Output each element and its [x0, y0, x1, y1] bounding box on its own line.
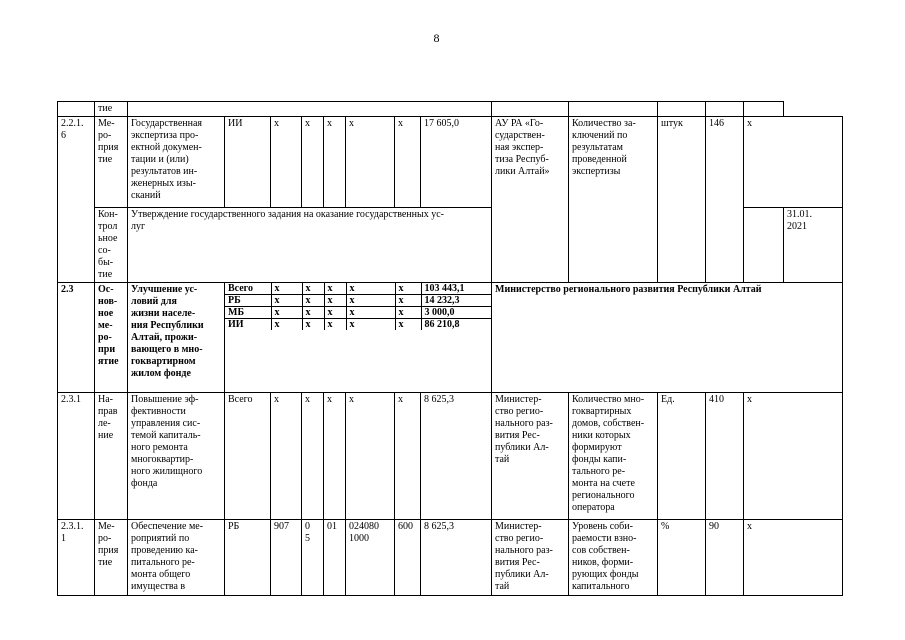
col-cell: x	[324, 117, 346, 208]
extra-cell: x	[744, 520, 843, 596]
amount-cell: 86 210,8	[424, 319, 460, 330]
extra-cell: x	[744, 393, 843, 520]
col-cell: 024080 1000	[346, 520, 395, 596]
col-cell: x	[324, 319, 346, 331]
col-cell: x	[346, 117, 395, 208]
col-cell: x	[302, 307, 324, 319]
value-cell: 146	[706, 117, 744, 283]
col-cell: x	[346, 295, 395, 307]
funding-subtable	[225, 283, 492, 330]
col-cell: x	[395, 117, 421, 208]
empty-cell	[784, 102, 843, 117]
indicator-cell: Количество за- ключений по результатам проведенной экспертизы	[569, 117, 658, 283]
amount-cell: 8 625,3	[421, 393, 492, 520]
source-cell: Всего	[225, 393, 271, 520]
unit-cell: %	[658, 520, 706, 596]
col-cell: x	[324, 307, 346, 319]
amount-cell: 17 605,0	[421, 117, 492, 208]
table-row	[58, 117, 843, 208]
page-number: 8	[433, 31, 440, 45]
col-cell: x	[271, 393, 302, 520]
date-cell: 31.01. 2021	[784, 208, 843, 283]
value-cell: 90	[706, 520, 744, 596]
col-cell: x	[324, 393, 346, 520]
col-cell: x	[395, 319, 421, 331]
name-cell	[128, 102, 492, 117]
name-cell: Улучшение ус- ловий для жизни населе- ния Республики Алтай, прожи- вающего в мно- гоквартирном жилом фонде	[128, 283, 225, 393]
col-cell: x	[302, 295, 324, 307]
col-cell: x	[271, 307, 302, 319]
indicator-cell	[569, 102, 658, 117]
funding-subtable-cell	[225, 283, 492, 393]
indicator-cell: Уровень соби- раемости взно- сов собствен- ников, форми- рующих фонды капитального	[569, 520, 658, 596]
empty-cell	[744, 208, 784, 283]
col-cell: x	[271, 117, 302, 208]
source-cell: РБ	[225, 520, 271, 596]
source-cell: ИИ	[225, 319, 271, 331]
col-cell: 600	[395, 520, 421, 596]
value-cell	[706, 102, 744, 117]
amount-cell: 103 443,1	[421, 283, 492, 295]
col-cell: x	[346, 283, 395, 295]
name-cell: Государственная экспертиза про- ектной докумен- тации и (или) результатов ин- женерных изы- сканий	[128, 117, 225, 208]
col-cell: x	[395, 307, 421, 319]
value-cell: 410	[706, 393, 744, 520]
type-cell: На- прав ле- ние	[95, 393, 128, 520]
extra-cell: x	[744, 117, 843, 208]
funding-row	[225, 283, 492, 295]
col-cell: x	[346, 393, 395, 520]
type-cell: Кон- трол ьное со- бы- тие	[95, 208, 128, 283]
code-cell: 2.3.1	[58, 393, 95, 520]
source-cell: МБ	[225, 307, 271, 319]
source-cell: РБ	[225, 295, 271, 307]
col-cell: 01	[324, 520, 346, 596]
funding-row	[225, 319, 492, 331]
col-cell: x	[395, 283, 421, 295]
col-cell: x	[271, 295, 302, 307]
source-cell: Всего	[225, 283, 271, 295]
table-row	[58, 393, 843, 520]
col-cell: x	[271, 283, 302, 295]
col-cell: x	[346, 319, 395, 331]
executor-cell: Министер- ство регио- нального раз- вития Рес- публики Ал- тай	[492, 393, 569, 520]
name-cell: Обеспечение ме- роприятий по проведению ка- питального ре- монта общего имущества в	[128, 520, 225, 596]
table-row	[58, 102, 843, 117]
executor-cell: Министер- ство регио- нального раз- вития Рес- публики Ал- тай	[492, 520, 569, 596]
code-cell: 2.3	[58, 283, 95, 393]
col-cell: x	[346, 307, 395, 319]
col-cell: x	[302, 393, 324, 520]
col-cell: x	[302, 117, 324, 208]
code-cell: 2.3.1. 1	[58, 520, 95, 596]
table-row	[58, 520, 843, 596]
executor-cell: АУ РА «Го- сударствен- ная экспер- тиза Респуб- лики Алтай»	[492, 117, 569, 283]
control-event-text: Утверждение государственного задания на оказание государственных ус- луг	[128, 208, 492, 283]
unit-cell: Ед.	[658, 393, 706, 520]
code-cell: 2.2.1. 6	[58, 117, 95, 283]
funding-row	[225, 307, 492, 319]
extra-cell	[744, 102, 784, 117]
executor-cell: Министерство регионального развития Республики Алтай	[492, 283, 843, 393]
amount-cell: 3 000,0	[421, 307, 492, 319]
type-cell: Ос- нов- ное ме- ро- при ятие	[95, 283, 128, 393]
program-table	[57, 101, 843, 596]
unit-cell: штук	[658, 117, 706, 283]
col-cell: x	[395, 393, 421, 520]
col-cell: 907	[271, 520, 302, 596]
table-row	[58, 283, 843, 393]
col-cell: 0 5	[302, 520, 324, 596]
type-cell: Ме- ро- прия тие	[95, 117, 128, 208]
col-cell: x	[395, 295, 421, 307]
unit-cell	[658, 102, 706, 117]
type-cell: тие	[95, 102, 128, 117]
indicator-cell: Количество мно- гоквартирных домов, собствен- ники которых формируют фонды капи- тального ре- монта на счете регионального оператора	[569, 393, 658, 520]
source-cell: ИИ	[225, 117, 271, 208]
name-cell: Повышение эф- фективности управления сис- темой капиталь- ного ремонта многоквартир- ного жилищного фонда	[128, 393, 225, 520]
type-cell: Ме- ро- прия тие	[95, 520, 128, 596]
amount-cell: 14 232,3	[421, 295, 492, 307]
col-cell: x	[324, 295, 346, 307]
executor-cell	[492, 102, 569, 117]
col-cell: x	[324, 283, 346, 295]
col-cell: x	[271, 319, 302, 331]
code-cell	[58, 102, 95, 117]
funding-row	[225, 295, 492, 307]
col-cell: x	[302, 319, 324, 331]
amount-cell: 8 625,3	[421, 520, 492, 596]
col-cell: x	[302, 283, 324, 295]
